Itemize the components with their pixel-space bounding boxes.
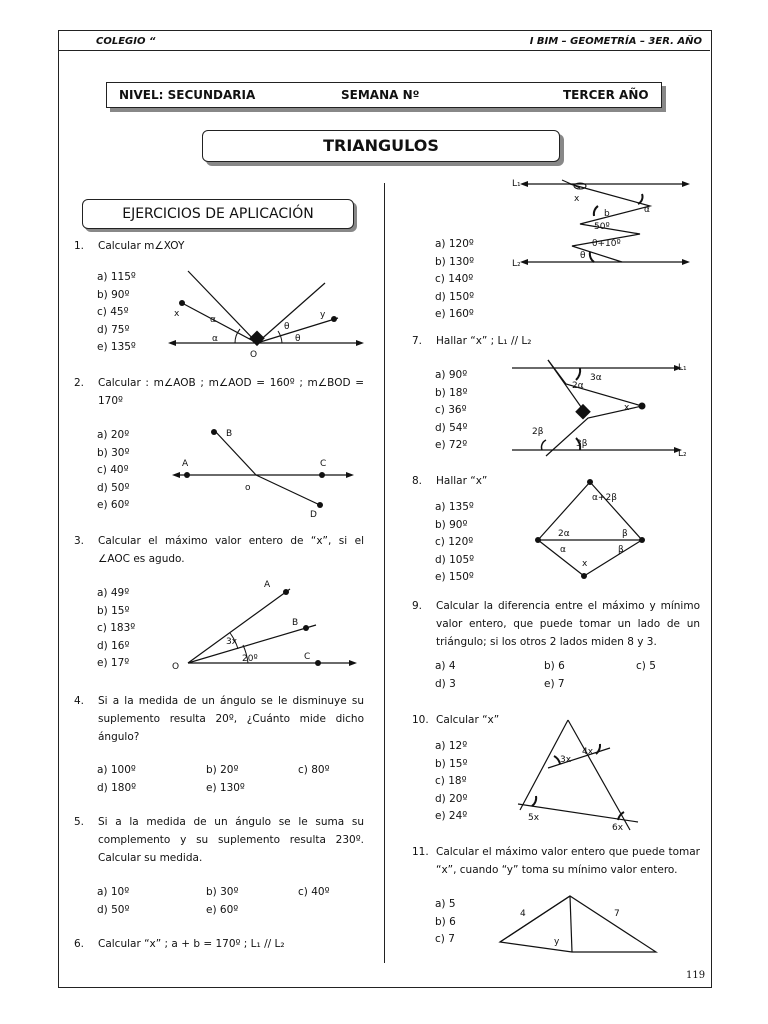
option: c) 40º [298,886,330,898]
label-2alpha: 2α [558,529,570,539]
option: a) 5 [435,898,456,910]
header-course: I BIM – GEOMETRÍA – 3ER. AÑO [529,36,702,47]
label-a: A [182,459,189,469]
option: b) 30º [206,886,239,898]
question-number: 7. [412,335,423,347]
question-text: Calcular el máximo valor entero que puede tomar “x”, cuando “y” toma su mínimo valor entero. [436,846,700,876]
label-o: O [172,662,180,672]
option: b) 90º [97,288,130,301]
option: b) 20º [206,764,239,776]
option: e) 60º [206,904,239,916]
option: b) 6 [435,915,456,928]
option: a) 4 [435,660,456,672]
label-x: x [174,309,180,319]
option: d) 3 [435,678,456,690]
option: a) 100º [97,764,136,776]
option: e) 150º [435,571,474,583]
q5-options [97,886,367,926]
question-number: 10. [412,714,429,726]
label-20: 20º [242,654,258,664]
question-text: Hallar “x” ; L₁ // L₂ [436,335,532,347]
q7-options [435,367,467,455]
label-alpha: α [644,205,650,215]
label-3x: 3x [226,637,238,647]
option: a) 12º [435,740,468,752]
label-alpha-2beta: α+2β [592,493,617,503]
q3-options [97,585,135,673]
label-theta: θ [295,334,301,344]
q4-options [97,764,367,804]
label-c: C [320,459,327,469]
option: c) 36º [435,404,467,416]
option: b) 18º [435,386,468,399]
option: c) 40º [97,464,129,476]
grade-label: TERCER AÑO [563,88,649,102]
option: d) 150º [435,290,475,303]
q6-options [435,236,474,324]
label-b: b [604,209,610,219]
label-d: D [310,510,317,520]
option: c) 80º [298,764,330,776]
option: a) 120º [435,238,474,250]
question-number: 2. [74,377,85,389]
option: e) 135º [97,341,136,353]
option: d) 54º [435,421,468,434]
figure-parallel-bends [508,358,696,464]
label-5x: 5x [528,813,540,823]
option: e) 17º [97,657,130,669]
label-beta: β [618,545,624,555]
question-number: 9. [412,600,423,612]
label-l2: L₂ [512,259,521,269]
label-alpha: α [210,315,216,325]
question-text: Calcular el máximo valor entero de “x”, si el ∠AOC es agudo. [98,535,364,565]
option: a) 90º [435,369,468,381]
label-alpha: α [212,334,218,344]
label-4x: 4x [582,747,594,757]
label-b: B [292,618,299,628]
label-l1: L₁ [512,179,521,189]
option: e) 60º [97,499,130,511]
option: b) 6 [544,660,565,672]
question-number: 4. [74,695,85,707]
label-o: o [245,483,251,493]
option: d) 75º [97,323,130,336]
question-number: 11. [412,846,429,858]
label-alpha: α [560,545,566,555]
option: b) 30º [97,446,130,459]
option: d) 50º [97,481,130,494]
label-o: O [250,350,258,360]
option: e) 160º [435,308,474,320]
option: a) 20º [97,429,130,441]
option: c) 7 [435,933,455,945]
label-4: 4 [520,909,526,919]
label-7: 7 [614,909,620,919]
option: a) 115º [97,271,136,283]
label-x: x [582,559,588,569]
option: a) 49º [97,587,130,599]
q2-options [97,427,129,515]
question-number: 8. [412,475,423,487]
header-rule [58,50,710,51]
option: d) 180º [97,782,137,794]
label-b: B [226,429,233,439]
option: c) 18º [435,775,467,787]
week-label: SEMANA Nº [341,88,420,102]
figure-quadrilateral [530,470,660,582]
question-text: Calcular m∠XOY [98,240,185,252]
q8-options [435,499,474,587]
question-number: 1. [74,240,85,252]
level-bar [106,82,662,108]
question-number: 6. [74,938,85,950]
option: c) 120º [435,536,474,548]
option: e) 7 [544,678,565,690]
q11-options [435,896,456,949]
option: b) 90º [435,518,468,531]
label-beta: β [622,529,628,539]
label-theta-plus-10: θ+10º [592,239,621,249]
figure-angles-xoy [160,255,370,365]
q1-options [97,269,136,357]
label-6x: 6x [612,823,624,833]
label-theta: θ [580,251,586,261]
figure-angles-aoc [168,575,368,675]
option: d) 16º [97,639,130,652]
figure-angles-aobd [170,420,360,520]
option: c) 140º [435,273,474,285]
label-2beta: 2β [532,427,544,437]
figure-triangle-x [508,712,650,834]
option: b) 15º [97,604,130,617]
label-c: C [304,652,311,662]
section-title: EJERCICIOS DE APLICACIÓN [82,199,354,229]
label-theta: θ [284,322,290,332]
option: d) 50º [97,904,130,916]
question-number: 3. [74,535,85,547]
page-title: TRIANGULOS [202,130,560,162]
label-y: y [320,310,326,320]
option: e) 130º [206,782,245,794]
question-text: Calcular la diferencia entre el máximo y mínimo valor entero, que puede tomar un lado de un triángulo; si los otros 2 lados miden 8 y 3. [436,600,700,648]
label-x: x [624,403,630,413]
option: a) 10º [97,886,130,898]
question-text: Calcular : m∠AOB ; m∠AOD = 160º ; m∠BOD = 170º [98,377,364,407]
q9-options [435,660,705,700]
column-divider [384,183,385,963]
question-text: Calcular “x” ; a + b = 170º ; L₁ // L₂ [98,938,285,950]
figure-kite [494,890,664,962]
question-text: Si a la medida de un ángulo se le disminuye su suplemento resulta 20º, ¿Cuánto mide dicho ángulo? [98,695,364,743]
option: e) 72º [435,439,468,451]
option: d) 105º [435,553,475,566]
label-3x: 3x [560,755,572,765]
level-label: NIVEL: SECUNDARIA [119,88,256,102]
option: c) 5 [636,660,656,672]
label-3beta: 3β [576,439,588,449]
page-number: 119 [686,970,706,981]
figure-parallel-zigzag [510,176,695,270]
option: d) 20º [435,792,468,805]
header-school: COLEGIO “ [96,36,156,47]
question-text: Hallar “x” [436,475,488,487]
option: b) 15º [435,757,468,770]
question-number: 5. [74,816,85,828]
label-3alpha: 3α [590,373,602,383]
option: c) 45º [97,306,129,318]
question-text: Calcular “x” [436,714,500,726]
label-50: 50º [594,222,610,232]
option: e) 24º [435,810,468,822]
label-2alpha: 2α [572,381,584,391]
option: c) 183º [97,622,136,634]
question-text: Si a la medida de un ángulo se le suma su complemento y su suplemento resulta 230º. Calcular su medida. [98,816,364,864]
label-a: A [264,580,271,590]
label-l1: L₁ [678,363,687,373]
option: a) 135º [435,501,474,513]
label-l2: L₂ [678,449,687,459]
label-x: x [574,194,580,204]
label-y: y [554,937,560,947]
option: b) 130º [435,255,475,268]
q10-options [435,738,467,826]
